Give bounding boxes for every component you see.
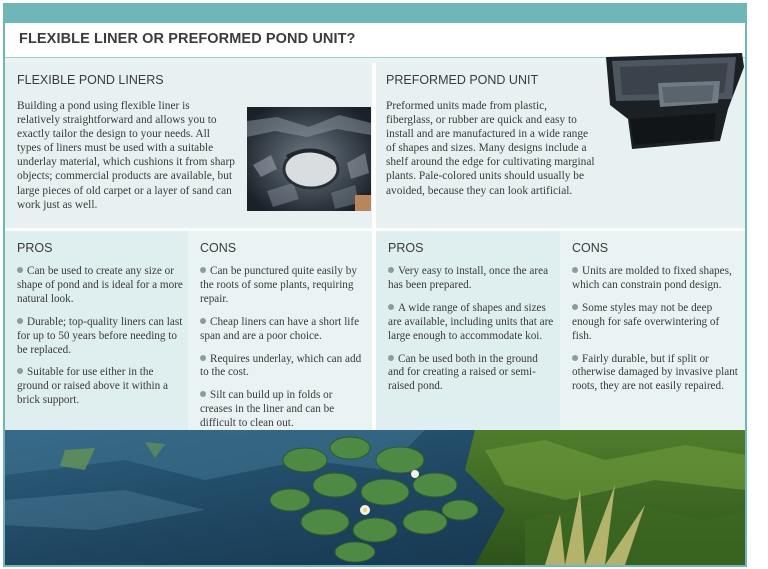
preformed-heading: PREFORMED POND UNIT bbox=[386, 73, 539, 87]
liners-pros bbox=[5, 231, 188, 430]
bullet-icon bbox=[200, 267, 206, 273]
liners-description: Building a pond using flexible liner is relatively straightforward and allows you to exactly tailor the design to your needs. All types of liners must be used with a suitable underlay material, which cushions it from sharp objects; commercial products are available, but large pieces of old carpet or a layer of sand can work just as well. bbox=[17, 100, 235, 211]
preformed-unit-photo bbox=[602, 45, 746, 155]
list-item: Units are molded to fixed shapes, which can constrain pond design. bbox=[572, 265, 732, 291]
bullet-icon bbox=[572, 267, 578, 273]
list-item: Can be punctured quite easily by the roots of some plants, requiring repair. bbox=[200, 265, 357, 305]
bullet-icon bbox=[572, 304, 578, 310]
bullet-icon bbox=[388, 267, 394, 273]
preformed-pros-heading: PROS bbox=[388, 241, 424, 255]
bullet-icon bbox=[200, 318, 206, 324]
liner-photo bbox=[247, 107, 371, 211]
list-item: Cheap liners can have a short life span and are a poor choice. bbox=[200, 315, 360, 342]
bullet-icon bbox=[388, 304, 394, 310]
liners-panel bbox=[5, 63, 372, 228]
liners-cons bbox=[188, 231, 372, 430]
bullet-icon bbox=[200, 355, 206, 361]
accent-band bbox=[5, 5, 745, 23]
list-item: Can be used both in the ground and for creating a raised or semi-raised pond. bbox=[388, 352, 538, 393]
preformed-description: Preformed units made from plastic, fiberglass, or rubber are quick and easy to install and are manufactured in a wide range of shapes and sizes. Many designs include a shelf around the edge for cultivating marginal plants. Pale-colored units should usually be avoided, because they can look artificial. bbox=[386, 100, 595, 197]
list-item: Very easy to install, once the area has been prepared. bbox=[388, 265, 549, 291]
liners-heading: FLEXIBLE POND LINERS bbox=[17, 73, 164, 87]
bullet-icon bbox=[17, 318, 23, 324]
preformed-pros-list bbox=[388, 265, 554, 403]
liners-cons-heading: CONS bbox=[200, 241, 237, 255]
list-item: Fairly durable, but if split or otherwise damaged by invasive plant roots, they are not easily repaired. bbox=[572, 352, 738, 393]
preformed-cons bbox=[560, 231, 745, 430]
preformed-pros bbox=[376, 231, 560, 430]
pond-photo bbox=[5, 430, 745, 565]
bullet-icon bbox=[572, 355, 578, 361]
preformed-cons-heading: CONS bbox=[572, 241, 609, 255]
bullet-icon bbox=[17, 267, 23, 273]
preformed-cons-list bbox=[572, 265, 738, 403]
liners-pros-heading: PROS bbox=[17, 241, 53, 255]
list-item: Durable; top-quality liners can last for up to 50 years before needing to be replaced. bbox=[17, 315, 183, 356]
bullet-icon bbox=[17, 368, 23, 374]
list-item: Silt can build up in folds or creases in the liner and can be difficult to clean out. bbox=[200, 389, 335, 430]
list-item: A wide range of shapes and sizes are available, including units that are large enough to accommodate koi. bbox=[388, 301, 554, 342]
liners-pros-list bbox=[17, 265, 183, 417]
list-item: Suitable for use either in the ground or raised above it within a brick support. bbox=[17, 366, 168, 407]
page-title: FLEXIBLE LINER OR PREFORMED POND UNIT? bbox=[19, 31, 356, 47]
infographic-card bbox=[3, 3, 747, 567]
list-item: Requires underlay, which can add to the cost. bbox=[200, 352, 362, 379]
bullet-icon bbox=[200, 391, 206, 397]
list-item: Some styles may not be deep enough for safe overwintering of fish. bbox=[572, 301, 720, 342]
bullet-icon bbox=[388, 355, 394, 361]
liners-cons-list bbox=[200, 265, 366, 440]
list-item: Can be used to create any size or shape of pond and is ideal for a more natural look. bbox=[17, 265, 183, 305]
